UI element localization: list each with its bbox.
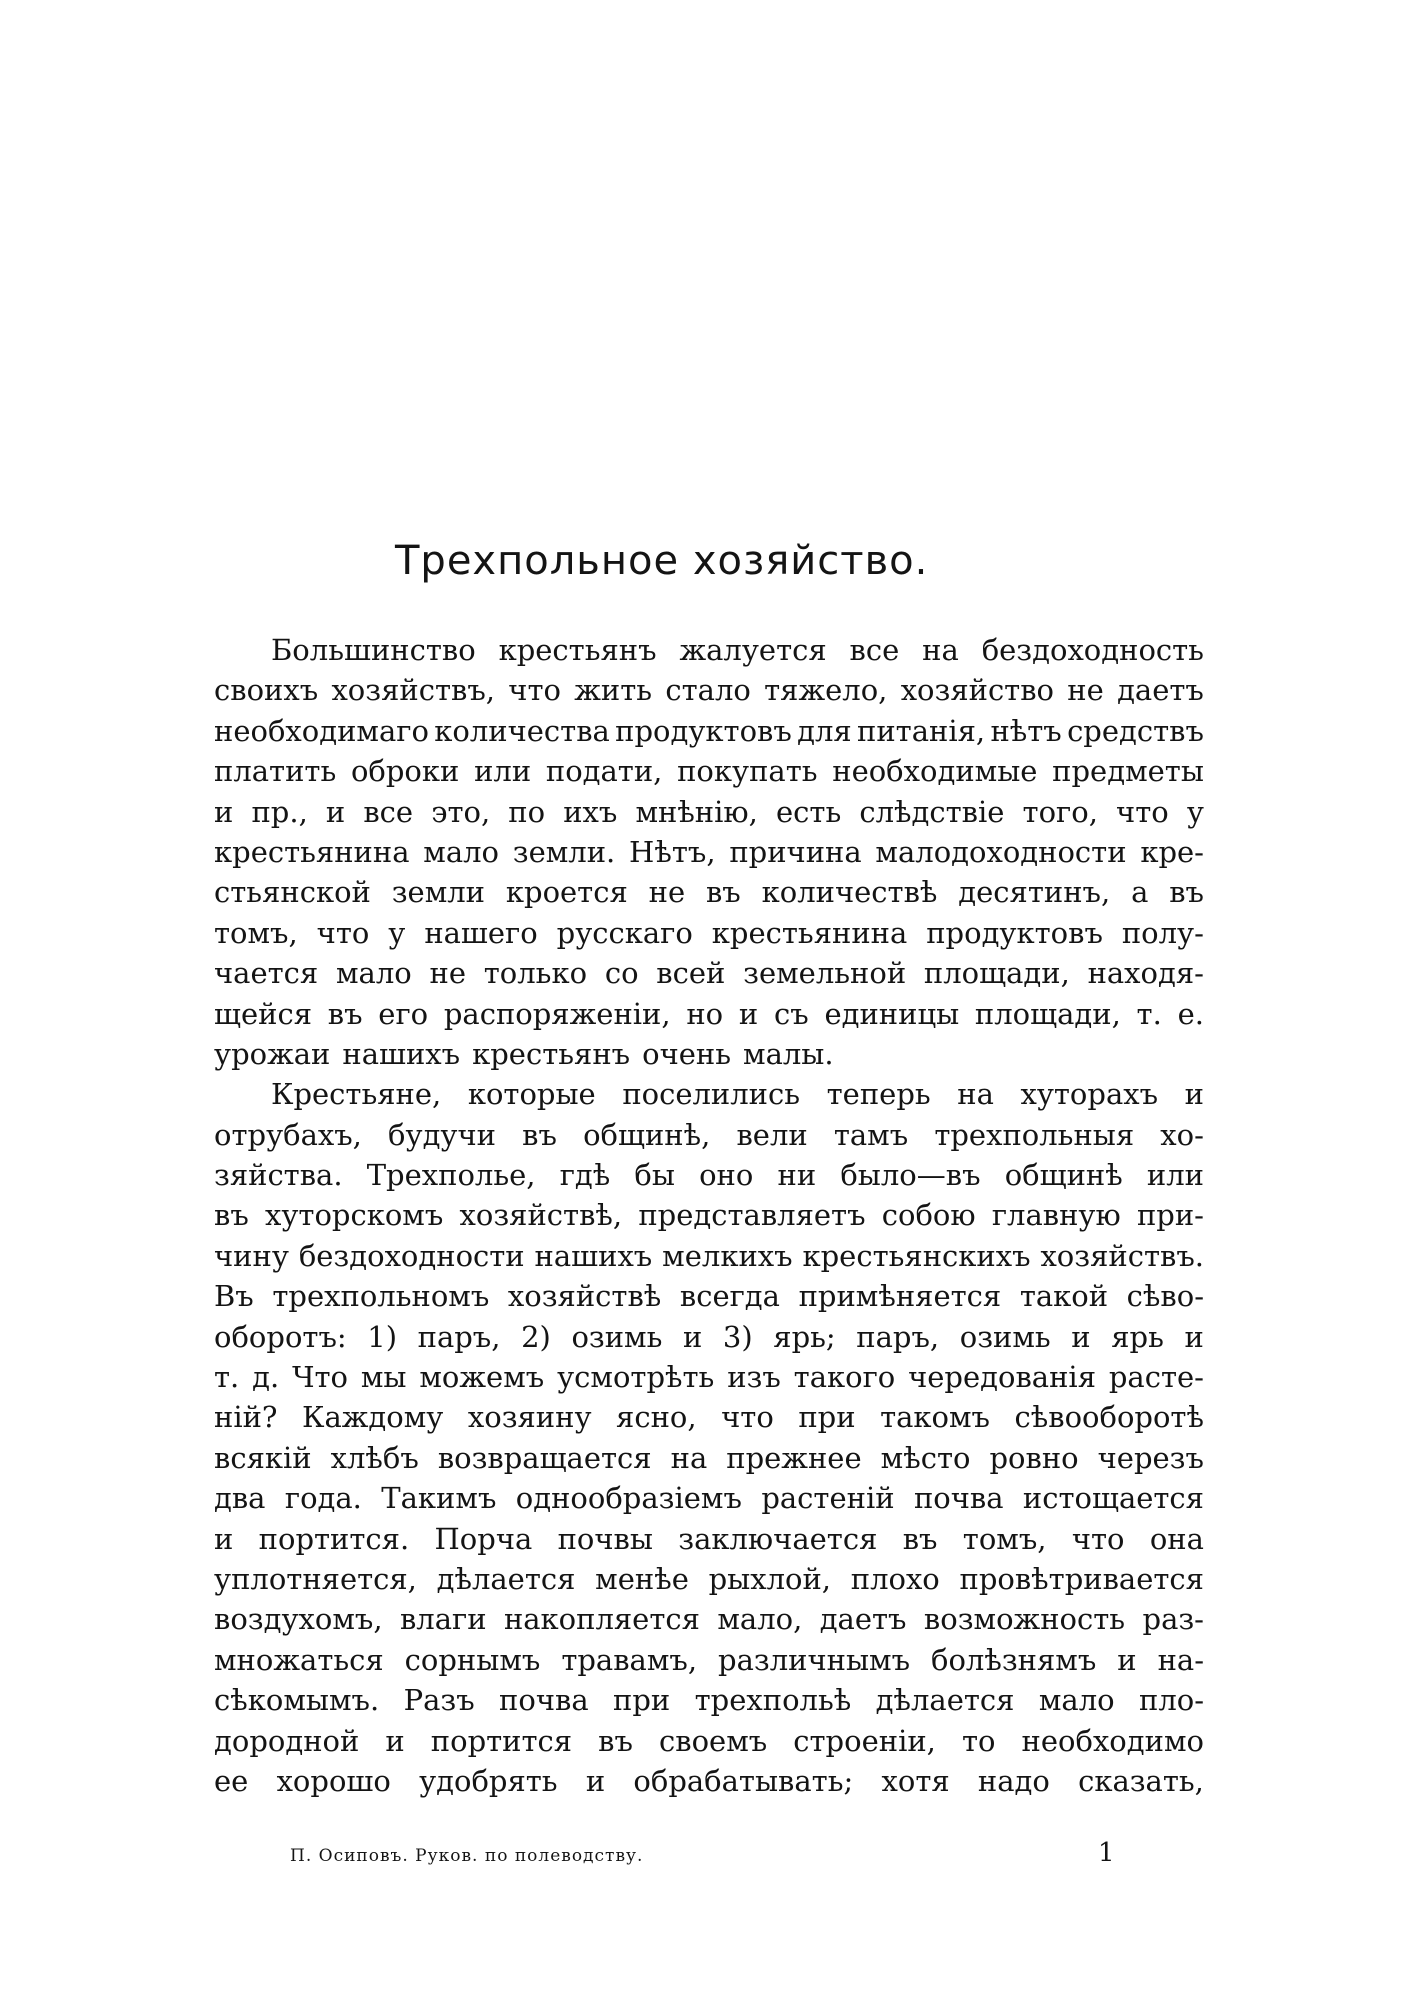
text-line: необходимаго количества продуктовъ для питанія, нѣтъ средствъ: [214, 713, 1204, 748]
text-line: два года. Такимъ однообразіемъ растеній почва истощается: [214, 1481, 1204, 1516]
text-line: и портится. Порча почвы заключается въ томъ, что она: [214, 1521, 1204, 1556]
text-line: ее хорошо удобрять и обрабатывать; хотя надо сказать,: [214, 1763, 1204, 1798]
text-line: платить оброки или подати, покупать необходимые предметы: [214, 754, 1204, 789]
body-text: [214, 630, 1204, 1801]
text-line: и пр., и все это, по ихъ мнѣнію, есть слѣдствіе того, что у: [214, 794, 1204, 829]
text-line: оборотъ: 1) паръ, 2) озимь и 3) ярь; паръ, озимь и ярь и: [214, 1319, 1204, 1354]
chapter-title: Трехпольное хозяйство.: [395, 538, 929, 584]
text-line: въ хуторскомъ хозяйствѣ, представляетъ собою главную при-: [214, 1198, 1204, 1233]
text-line: томъ, что у нашего русскаго крестьянина продуктовъ полу-: [214, 915, 1204, 950]
text-line: ній? Каждому хозяину ясно, что при такомъ сѣвооборотѣ: [214, 1400, 1204, 1435]
text-line: т. д. Что мы можемъ усмотрѣть изъ такого чередованія расте-: [214, 1360, 1204, 1395]
text-line: воздухомъ, влаги накопляется мало, даетъ возможность раз-: [214, 1602, 1204, 1637]
page-number: 1: [1098, 1838, 1115, 1868]
text-line: Въ трехпольномъ хозяйствѣ всегда примѣняется такой сѣво-: [214, 1279, 1204, 1314]
text-line: Крестьяне, которые поселились теперь на хуторахъ и: [271, 1077, 1204, 1112]
text-line: Большинство крестьянъ жалуется все на бездоходность: [271, 633, 1204, 667]
page-footer: [290, 1838, 1115, 1868]
text-line: отрубахъ, будучи въ общинѣ, вели тамъ трехпольныя хо-: [214, 1117, 1204, 1152]
text-line: дородной и портится въ своемъ строеніи, то необходимо: [214, 1723, 1204, 1758]
text-line: щейся въ его распоряженіи, но и съ единицы площади, т. е.: [214, 996, 1204, 1031]
text-line: крестьянина мало земли. Нѣтъ, причина малодоходности кре-: [214, 834, 1204, 869]
text-line: зяйства. Трехполье, гдѣ бы оно ни было—въ общинѣ или: [214, 1158, 1204, 1193]
text-line: своихъ хозяйствъ, что жить стало тяжело, хозяйство не даетъ: [214, 673, 1204, 708]
text-line: стьянской земли кроется не въ количествѣ десятинъ, а въ: [214, 875, 1204, 910]
text-line: чается мало не только со всей земельной площади, находя-: [214, 956, 1204, 991]
text-line: уплотняется, дѣлается менѣе рыхлой, плохо провѣтривается: [214, 1561, 1204, 1596]
text-line: всякій хлѣбъ возвращается на прежнее мѣсто ровно черезъ: [214, 1440, 1204, 1475]
text-line: сѣкомымъ. Разъ почва при трехпольѣ дѣлается мало пло-: [214, 1683, 1204, 1718]
text-line: множаться сорнымъ травамъ, различнымъ болѣзнямъ и на-: [214, 1642, 1204, 1677]
text-line: урожаи нашихъ крестьянъ очень малы.: [214, 1036, 834, 1071]
text-line: чину бездоходности нашихъ мелкихъ крестьянскихъ хозяйствъ.: [214, 1238, 1204, 1273]
footer-signature: П. Осиповъ. Руков. по полеводству.: [290, 1846, 644, 1866]
